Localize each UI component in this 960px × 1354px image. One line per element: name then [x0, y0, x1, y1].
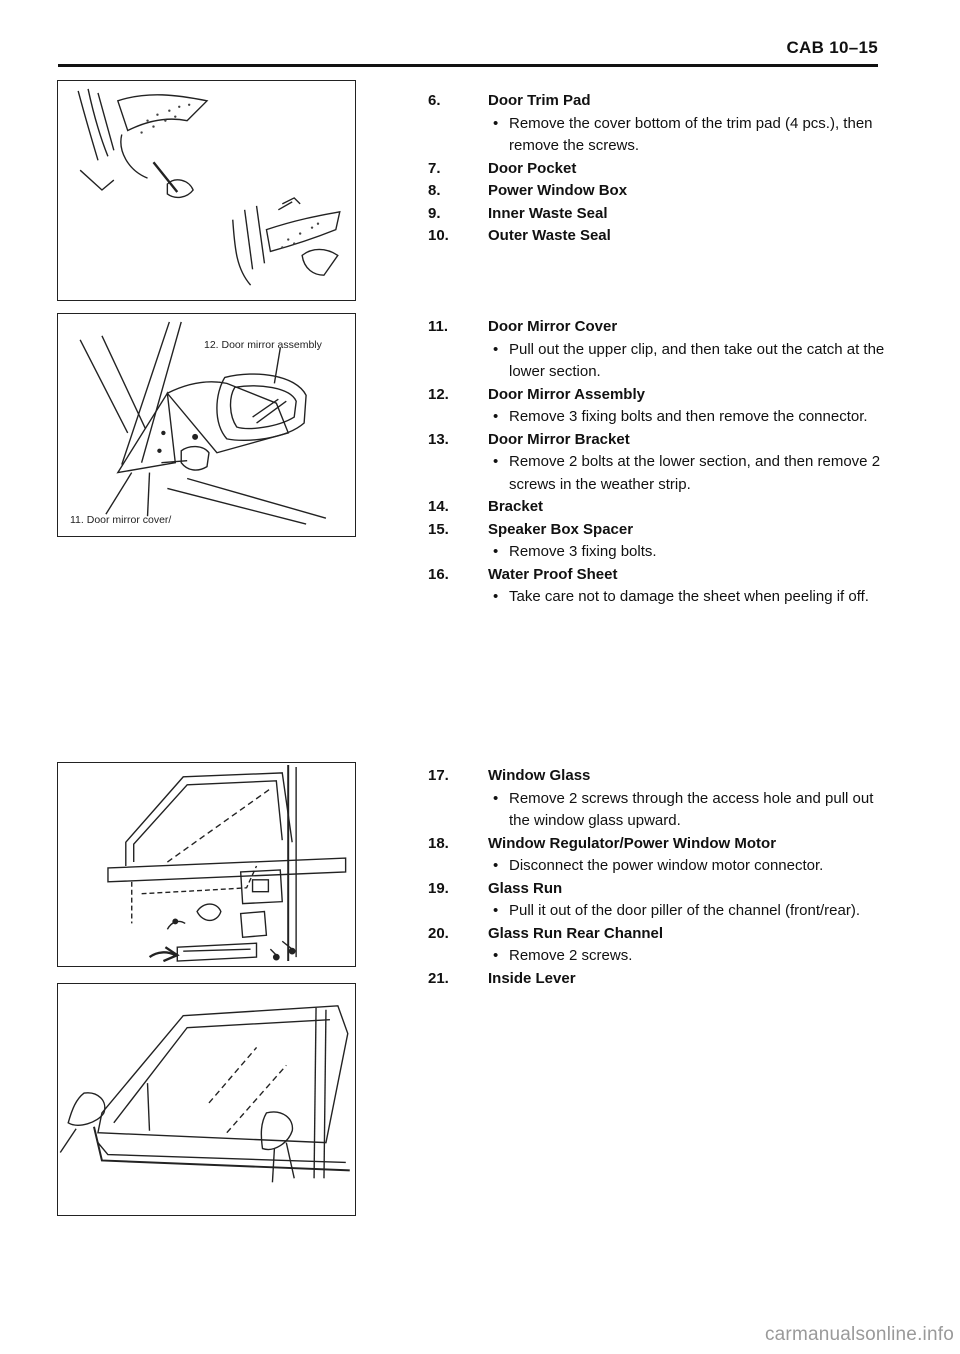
step-note-text: Disconnect the power window motor connector. — [509, 857, 824, 874]
step-note-text: Remove 3 fixing bolts. — [509, 543, 657, 560]
step-note-text: Remove 2 screws through the access hole and pull out the window glass upward. — [509, 789, 874, 829]
bullet-icon: • — [493, 947, 499, 964]
step-title: Door Mirror Cover — [488, 318, 618, 335]
bullet-icon: • — [493, 857, 499, 874]
bullet-icon: • — [493, 340, 499, 358]
step-note — [428, 900, 898, 923]
step-note — [428, 855, 898, 878]
step-title: Glass Run Rear Channel — [488, 924, 664, 942]
step-number: 16. — [428, 565, 449, 583]
figure-waste-seal — [57, 80, 356, 301]
step-number: 18. — [428, 834, 449, 852]
step-heading — [428, 429, 898, 452]
label-door-mirror-assembly: 12. Door mirror assembly — [204, 339, 322, 351]
step-title: Window Glass — [488, 767, 591, 784]
section-window-glass — [428, 765, 898, 990]
step-note — [428, 339, 898, 384]
section-door-trim — [428, 90, 898, 248]
step-number: 19. — [428, 879, 449, 897]
step-heading — [428, 833, 898, 856]
window-glass-illustration — [58, 984, 355, 1215]
step-number: 13. — [428, 430, 449, 448]
step-number: 10. — [428, 227, 449, 244]
step-title: Inner Waste Seal — [488, 204, 608, 222]
step-title: Inside Lever — [488, 969, 576, 987]
step-heading — [428, 968, 898, 991]
step-note — [428, 541, 898, 564]
step-number: 11. — [428, 318, 449, 335]
step-title: Door Trim Pad — [488, 92, 591, 109]
step-title: Glass Run — [488, 879, 563, 897]
step-number: 20. — [428, 924, 449, 942]
step-number: 9. — [428, 204, 441, 222]
step-title: Bracket — [488, 498, 544, 515]
bullet-icon: • — [493, 543, 499, 560]
step-title: Window Regulator/Power Window Motor — [488, 834, 777, 852]
window-regulator-illustration — [58, 763, 355, 966]
step-note — [428, 945, 898, 968]
figure-window-glass — [57, 983, 356, 1216]
step-number: 8. — [428, 182, 441, 199]
step-heading — [428, 564, 898, 587]
step-title: Water Proof Sheet — [488, 565, 618, 583]
step-number: 7. — [428, 159, 441, 177]
bullet-icon: • — [493, 408, 499, 425]
step-note-text: Remove 2 bolts at the lower section, and then remove 2 screws in the weather strip. — [509, 453, 881, 493]
step-heading — [428, 384, 898, 407]
step-note — [428, 586, 898, 609]
step-heading — [428, 90, 898, 113]
step-number: 21. — [428, 969, 449, 987]
step-title: Door Mirror Assembly — [488, 385, 645, 403]
step-number: 17. — [428, 767, 449, 784]
bullet-icon: • — [493, 902, 499, 919]
bullet-icon: • — [493, 114, 499, 132]
bullet-icon: • — [493, 453, 499, 470]
step-heading — [428, 158, 898, 181]
step-heading — [428, 765, 898, 788]
step-note — [428, 788, 898, 833]
step-number: 14. — [428, 498, 449, 515]
step-heading — [428, 519, 898, 542]
step-number: 15. — [428, 520, 449, 538]
step-title: Speaker Box Spacer — [488, 520, 634, 538]
step-number: 12. — [428, 385, 449, 403]
step-title: Power Window Box — [488, 182, 628, 199]
step-heading — [428, 180, 898, 203]
step-note — [428, 451, 898, 496]
step-note-text: Pull out the upper clip, and then take out the catch at the lower section. — [509, 340, 885, 380]
step-note — [428, 113, 898, 158]
bullet-icon: • — [493, 789, 499, 807]
figure-door-mirror — [57, 313, 356, 537]
step-note-text: Remove 2 screws. — [509, 947, 633, 964]
step-heading — [428, 923, 898, 946]
step-title: Outer Waste Seal — [488, 227, 611, 244]
waste-seal-illustration — [58, 81, 355, 300]
step-heading — [428, 225, 898, 248]
page-header: CAB 10–15 — [786, 38, 878, 57]
step-note — [428, 406, 898, 429]
figure-window-regulator — [57, 762, 356, 967]
step-note-text: Remove the cover bottom of the trim pad (4 pcs.), then remove the screws. — [509, 114, 873, 154]
section-door-mirror — [428, 316, 898, 609]
step-note-text: Take care not to damage the sheet when peeling if off. — [509, 588, 869, 605]
step-heading — [428, 878, 898, 901]
step-number: 6. — [428, 92, 441, 109]
step-heading — [428, 496, 898, 519]
watermark: carmanualsonline.info — [764, 1324, 954, 1345]
step-heading — [428, 203, 898, 226]
step-title: Door Pocket — [488, 159, 577, 177]
step-title: Door Mirror Bracket — [488, 430, 630, 448]
label-door-mirror-cover: 11. Door mirror cover/ — [70, 514, 172, 526]
header-rule — [58, 64, 878, 67]
step-note-text: Remove 3 fixing bolts and then remove the connector. — [509, 408, 868, 425]
bullet-icon: • — [493, 588, 499, 605]
step-note-text: Pull it out of the door piller of the channel (front/rear). — [509, 902, 861, 919]
step-heading — [428, 316, 898, 339]
